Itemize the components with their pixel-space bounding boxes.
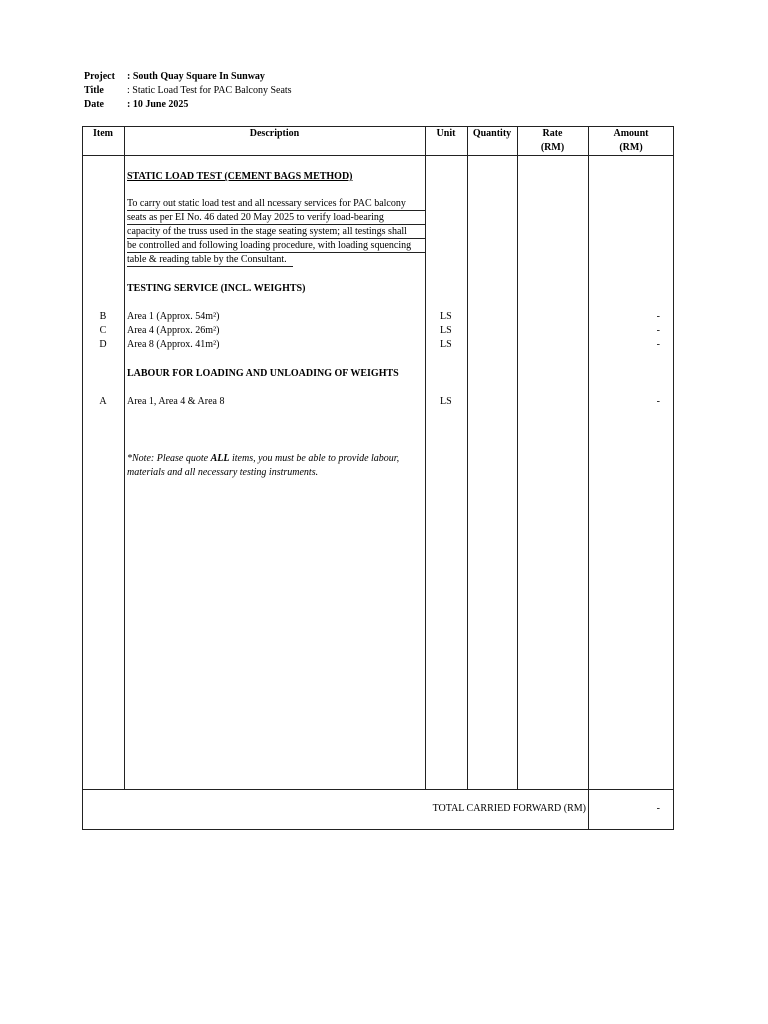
note-emphasis: ALL [210, 453, 230, 464]
date-value: : 10 June 2025 [127, 99, 189, 110]
row-amount: - [656, 325, 660, 336]
header-divider [82, 155, 674, 156]
title-value: : Static Load Test for PAC Balcony Seats [127, 85, 292, 96]
section-description [127, 197, 425, 267]
col-header-amount: Amount [613, 128, 649, 139]
col-header-amount-unit: (RM) [619, 142, 643, 153]
title-line [84, 84, 584, 98]
note-text [127, 452, 427, 480]
title-label: Title [84, 85, 104, 96]
row-description: Area 1, Area 4 & Area 8 [127, 396, 225, 407]
note-prefix: *Note: Please quote [127, 453, 211, 464]
description-line: seats as per EI No. 46 dated 20 May 2025 to verify load-bearing [127, 211, 425, 225]
col-header-rate-unit: (RM) [540, 142, 565, 153]
row-unit: LS [440, 325, 452, 336]
row-item: A [99, 396, 107, 407]
description-line: table & reading table by the Consultant. [127, 253, 293, 267]
col-header-unit: Unit [436, 128, 456, 139]
date-label: Date [84, 99, 104, 110]
col-header-quantity: Quantity [472, 128, 512, 139]
row-unit: LS [440, 396, 452, 407]
row-amount: - [656, 311, 660, 322]
col-header-item: Item [93, 128, 113, 139]
section-title-static-load-test: STATIC LOAD TEST (CEMENT BAGS METHOD) [127, 171, 353, 182]
row-unit: LS [440, 339, 452, 350]
description-line: To carry out static load test and all ncessary services for PAC balcony [127, 197, 425, 211]
col-divider-item [124, 126, 125, 789]
date-line [84, 98, 584, 112]
description-line: capacity of the truss used in the stage seating system; all testings shall [127, 225, 425, 239]
row-description: Area 8 (Approx. 41m²) [127, 339, 220, 350]
project-label: Project [84, 71, 115, 82]
total-carried-forward-label: TOTAL CARRIED FORWARD (RM) [432, 803, 586, 814]
row-amount: - [656, 396, 660, 407]
footer-divider [82, 789, 674, 790]
row-description: Area 4 (Approx. 26m²) [127, 325, 220, 336]
col-divider-rate [588, 126, 589, 830]
project-value: : South Quay Square In Sunway [127, 71, 265, 82]
col-divider-unit [467, 126, 468, 789]
col-header-description: Description [249, 128, 300, 139]
row-description: Area 1 (Approx. 54m²) [127, 311, 220, 322]
col-divider-quantity [517, 126, 518, 789]
row-amount: - [656, 339, 660, 350]
row-unit: LS [440, 311, 452, 322]
total-carried-forward-amount: - [656, 803, 660, 814]
description-line: be controlled and following loading procedure, with loading squencing [127, 239, 425, 253]
note-suffix: items, you must be able to provide labour, materials and all necessary testing instruments. [127, 453, 400, 478]
col-header-rate: Rate [542, 128, 563, 139]
section-title-labour: LABOUR FOR LOADING AND UNLOADING OF WEIGHTS [127, 368, 399, 379]
row-item: D [99, 339, 107, 350]
row-item: C [99, 325, 107, 336]
section-title-testing-service: TESTING SERVICE (INCL. WEIGHTS) [127, 283, 306, 294]
project-line [84, 70, 584, 84]
row-item: B [99, 311, 107, 322]
